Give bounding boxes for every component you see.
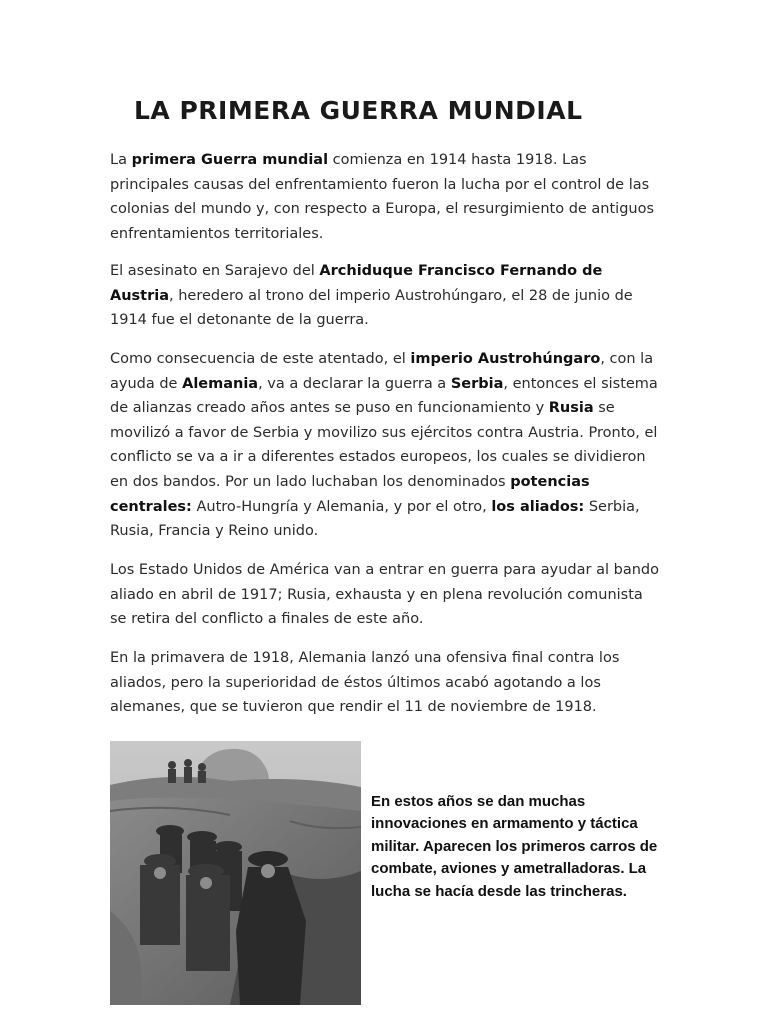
text-run: Como consecuencia de este atentado, el — [110, 351, 411, 367]
emphasized-text: los aliados: — [491, 498, 585, 515]
text-run: , va a declarar la guerra a — [258, 375, 451, 392]
text-run: En estos años se dan muchas innovaciones en armamento y táctica militar. Aparecen los primeros — [371, 793, 638, 855]
text-run: La — [110, 152, 132, 168]
emphasized-text: trincheras. — [550, 882, 627, 900]
text-run: y — [496, 860, 514, 878]
photo-caption — [371, 791, 661, 903]
paragraph-usa-russia — [110, 558, 660, 632]
trench-soldiers-photo — [110, 741, 361, 1005]
text-run: , entonces el sistema de alianzas creado años antes se puso en funcionamiento y — [110, 375, 658, 417]
emphasized-text: primera Guerra mundial — [131, 152, 329, 168]
text-run: comienza en 1914 hasta 1918. Las principales causas del enfrentamiento fueron la lucha por el control de las colonias del mundo y, con respecto a Europa, el resurgimiento de antiguos enfrentamientos territoriales. — [110, 152, 655, 242]
paragraph-alliances — [110, 347, 660, 544]
text-run: Serbia, Rusia, Francia y Reino unido. — [110, 498, 640, 540]
emphasized-text: carros de combate, aviones — [371, 837, 658, 878]
text-run: , heredero al trono del imperio Austrohúngaro, el 28 de junio de 1914 fue el detonante de la guerra. — [110, 287, 633, 329]
paragraph-sarajevo — [110, 259, 660, 333]
emphasized-text: Alemania — [182, 375, 259, 392]
paragraph-causes — [110, 148, 660, 246]
paragraph-end-of-war — [110, 646, 660, 720]
text-run: , con la ayuda de — [110, 351, 654, 392]
emphasized-text: Serbia — [450, 375, 504, 392]
page-title: LA PRIMERA GUERRA MUNDIAL — [134, 96, 583, 125]
emphasized-text: Archiduque Francisco Fernando de Austria — [110, 263, 603, 304]
text-run: . La lucha se hacía desde las — [371, 860, 647, 900]
text-run: En la primavera de 1918, Alemania lanzó una ofensiva final contra los aliados, pero la superioridad de éstos últimos acabó agotando a los alemanes, que se tuvieron que rendir el 11 de noviembre de 1918. — [110, 650, 620, 716]
emphasized-text: ametralladoras — [513, 860, 621, 878]
text-run: se movilizó a favor de Serbia y movilizo sus ejércitos contra Austria. Pronto, el conflicto se va a ir a diferentes estados europeos, los cuales se dividieron en dos bandos. Por un lado luchaban los denominados — [110, 400, 658, 490]
emphasized-text: Rusia — [548, 400, 594, 417]
text-run: El asesinato en Sarajevo del — [110, 263, 320, 279]
text-run: Autro-Hungría y Alemania, y por el otro, — [191, 498, 492, 515]
emphasized-text: potencias centrales: — [110, 473, 590, 515]
text-run: Los Estado Unidos de América van a entrar en guerra para ayudar al bando aliado en abril de 1917; Rusia, exhausta y en plena revolución comunista se retira del conflicto a finales de este año. — [110, 562, 659, 628]
emphasized-text: imperio Austrohúngaro — [410, 351, 601, 367]
